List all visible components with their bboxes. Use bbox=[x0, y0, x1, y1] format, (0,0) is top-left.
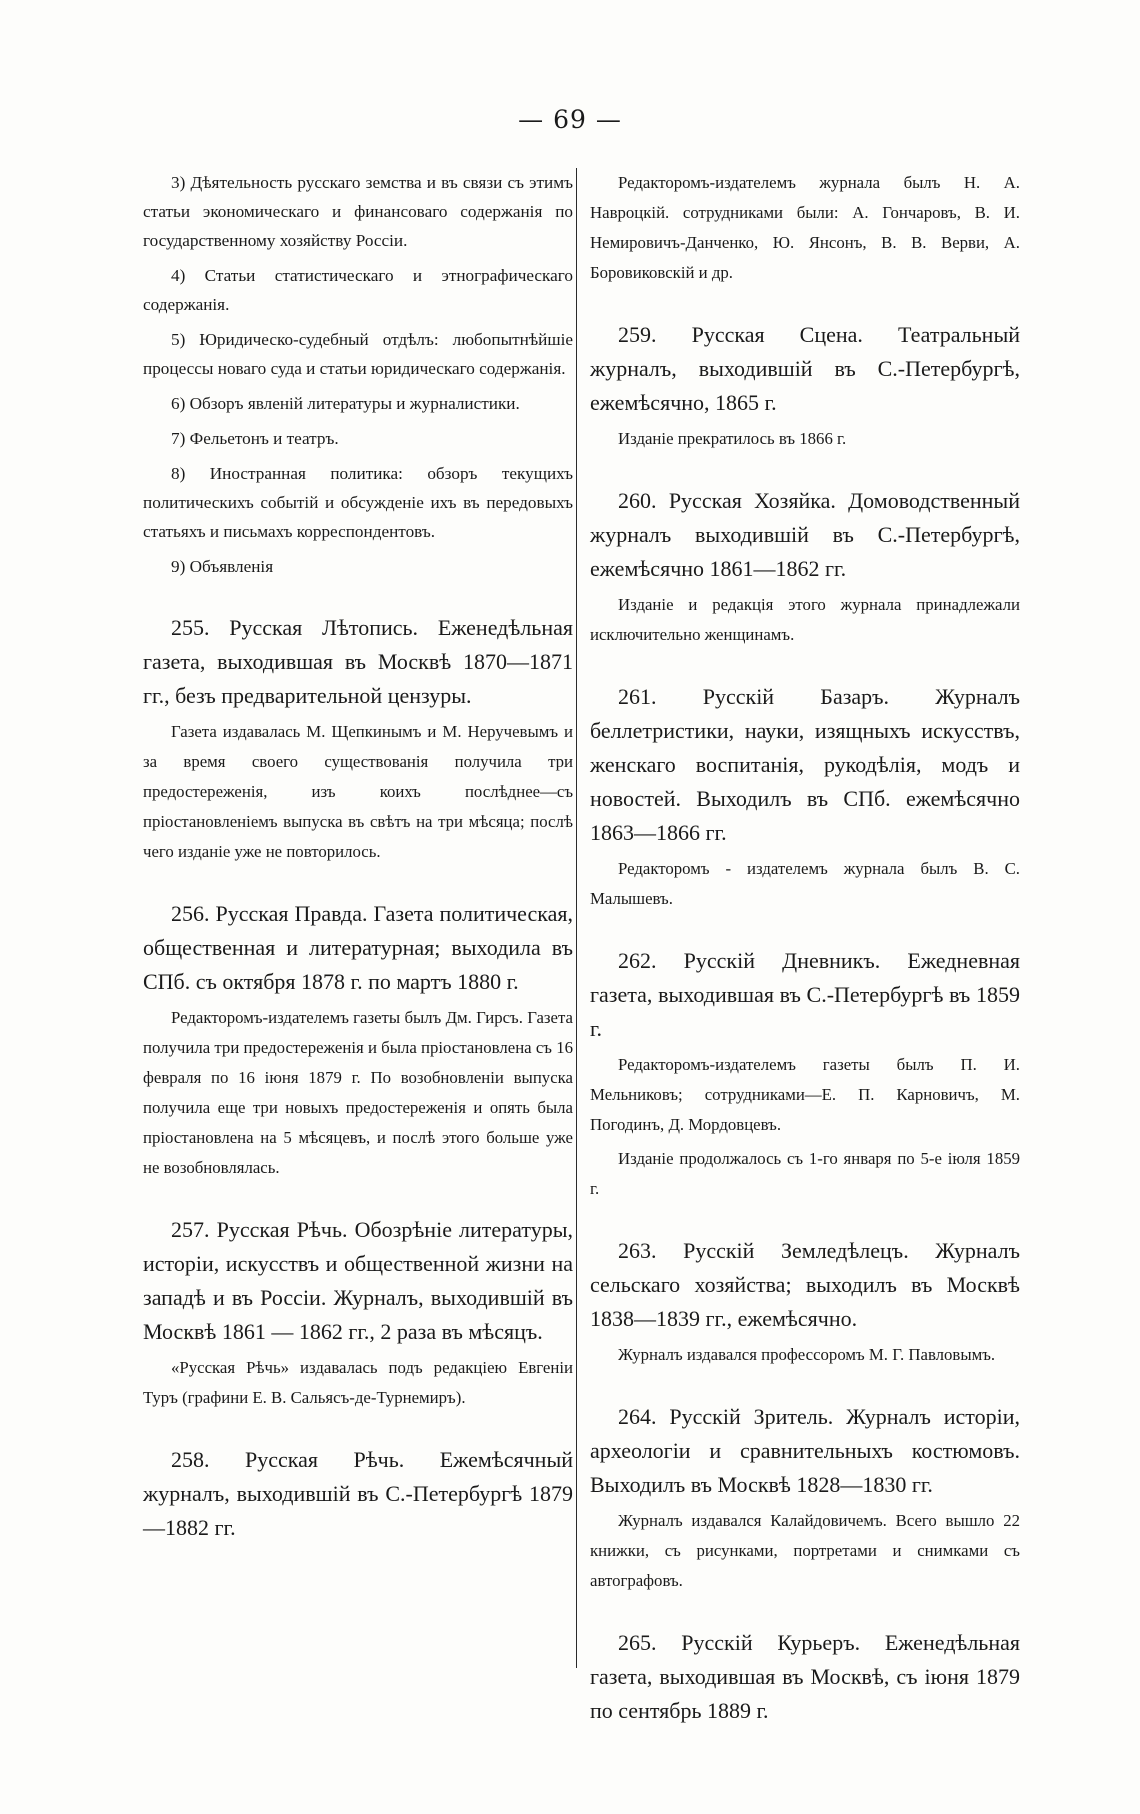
entry-258-continued bbox=[590, 168, 1020, 288]
entry-heading: 259. Русская Сцена. Театральный журналъ, выходившій въ С.-Петербургѣ, ежемѣсячно, 1865 г. bbox=[590, 322, 1020, 415]
entry-heading: 257. Русская Рѣчь. Обозрѣніе литературы, исторіи, искусствъ и общественной жизни на западѣ и въ Россіи. Журналъ, выходившій въ Москвѣ 1861 — 1862 гг., 2 раза въ мѣсяцъ. bbox=[143, 1217, 573, 1344]
right-column bbox=[590, 168, 1020, 1732]
entry-255 bbox=[143, 611, 573, 867]
program-item: 4) Статьи статистическаго и этнографическаго содержанія. bbox=[143, 266, 573, 314]
entry-256 bbox=[143, 897, 573, 1183]
column-divider bbox=[576, 168, 577, 1668]
program-item: 9) Объявленія bbox=[171, 557, 274, 576]
program-list bbox=[143, 168, 573, 581]
entry-heading: 265. Русскій Курьеръ. Еженедѣльная газета, выходившая въ Москвѣ, съ іюня 1879 по сентябрь 1889 г. bbox=[590, 1630, 1020, 1723]
entry-263 bbox=[590, 1234, 1020, 1370]
entry-262 bbox=[590, 944, 1020, 1204]
entry-261 bbox=[590, 680, 1020, 914]
entry-heading: 261. Русскій Базаръ. Журналъ беллетристики, науки, изящныхъ искусствъ, женскаго воспитанія, рукодѣлія, модъ и новостей. Выходилъ въ СПб. ежемѣсячно 1863—1866 гг. bbox=[590, 684, 1020, 845]
entry-note: Журналъ издавался профессоромъ М. Г. Павловымъ. bbox=[618, 1345, 996, 1364]
entry-heading: 255. Русская Лѣтопись. Еженедѣльная газета, выходившая въ Москвѣ 1870—1871 гг., безъ предварительной цензуры. bbox=[143, 615, 573, 708]
entry-note: Газета издавалась М. Щепкинымъ и М. Неручевымъ и за время своего существованія получила три предостереженія, изъ коихъ послѣднее—съ пріостановленіемъ выпуска въ свѣтъ на три мѣсяца; послѣ чего изданіе уже не повторилось. bbox=[143, 722, 573, 861]
entry-265 bbox=[590, 1626, 1020, 1728]
left-column bbox=[143, 168, 573, 1549]
program-item: 3) Дѣятельность русскаго земства и въ связи съ этимъ статьи экономическаго и финансоваго содержанія по государственному хозяйству Россіи. bbox=[143, 173, 573, 250]
entry-heading: 256. Русская Правда. Газета политическая, общественная и литературная; выходила въ СПб. съ октября 1878 г. по мартъ 1880 г. bbox=[143, 901, 573, 994]
entry-note: Редакторомъ-издателемъ газеты былъ Дм. Гирсъ. Газета получила три предостереженія и была пріостановлена съ 16 февраля по 16 іюня 1879 г. По возобновленіи выпуска получила еще три новыхъ предостереженія и опять была пріостановлена на 5 мѣсяцевъ, и послѣ этого больше уже не возобновлялась. bbox=[143, 1008, 573, 1177]
entry-note: Изданіе и редакція этого журнала принадлежали исключительно женщинамъ. bbox=[590, 595, 1020, 644]
entry-257 bbox=[143, 1213, 573, 1413]
page-number: — 69 — bbox=[518, 105, 622, 134]
program-item: 7) Фельетонъ и театръ. bbox=[171, 429, 339, 448]
entry-heading: 262. Русскій Дневникъ. Ежедневная газета, выходившая въ С.-Петербургѣ въ 1859 г. bbox=[590, 948, 1020, 1041]
entry-note: Редакторомъ - издателемъ журнала былъ В. С. Малышевъ. bbox=[590, 859, 1020, 908]
entry-264 bbox=[590, 1400, 1020, 1596]
entry-note: Редакторомъ-издателемъ газеты былъ П. И. Мельниковъ; сотрудниками—Е. П. Карновичъ, М. Погодинъ, Д. Мордовцевъ. bbox=[590, 1055, 1020, 1134]
entry-note: Изданіе прекратилось въ 1866 г. bbox=[618, 429, 847, 448]
entry-heading: 264. Русскій Зритель. Журналъ исторіи, археологіи и сравнительныхъ костюмовъ. Выходилъ въ Москвѣ 1828—1830 гг. bbox=[590, 1404, 1020, 1497]
entry-260 bbox=[590, 484, 1020, 650]
entry-heading: 263. Русскій Земледѣлецъ. Журналъ сельскаго хозяйства; выходилъ въ Москвѣ 1838—1839 гг., ежемѣсячно. bbox=[590, 1238, 1020, 1331]
entry-note: Редакторомъ-издателемъ журнала былъ Н. А. Навроцкій. сотрудниками были: А. Гончаровъ, В. И. Немировичъ-Данченко, Ю. Янсонъ, В. В. Верви, А. Боровиковскій и др. bbox=[590, 173, 1020, 282]
entry-note: Изданіе продолжалось съ 1-го января по 5-е іюля 1859 г. bbox=[590, 1149, 1020, 1198]
program-item: 8) Иностранная политика: обзоръ текущихъ политическихъ событій и обсужденіе ихъ въ передовыхъ статьяхъ и письмахъ корреспондентовъ. bbox=[143, 464, 573, 541]
entry-note: «Русская Рѣчь» издавалась подъ редакціею Евгеніи Туръ (графини Е. В. Сальясъ-де-Турнемиръ). bbox=[143, 1358, 573, 1407]
program-item: 5) Юридическо-судебный отдѣлъ: любопытнѣйшіе процессы новаго суда и статьи юридическаго содержанія. bbox=[143, 330, 573, 378]
program-item: 6) Обзоръ явленій литературы и журналистики. bbox=[171, 394, 520, 413]
entry-heading: 258. Русская Рѣчь. Ежемѣсячный журналъ, выходившій въ С.-Петербургѣ 1879—1882 гг. bbox=[143, 1447, 573, 1540]
entry-heading: 260. Русская Хозяйка. Домоводственный журналъ выходившій въ С.-Петербургѣ, ежемѣсячно 1861—1862 гг. bbox=[590, 488, 1020, 581]
entry-258 bbox=[143, 1443, 573, 1545]
entry-259 bbox=[590, 318, 1020, 454]
entry-note: Журналъ издавался Калайдовичемъ. Всего вышло 22 книжки, съ рисунками, портретами и снимками съ автографовъ. bbox=[590, 1511, 1020, 1590]
